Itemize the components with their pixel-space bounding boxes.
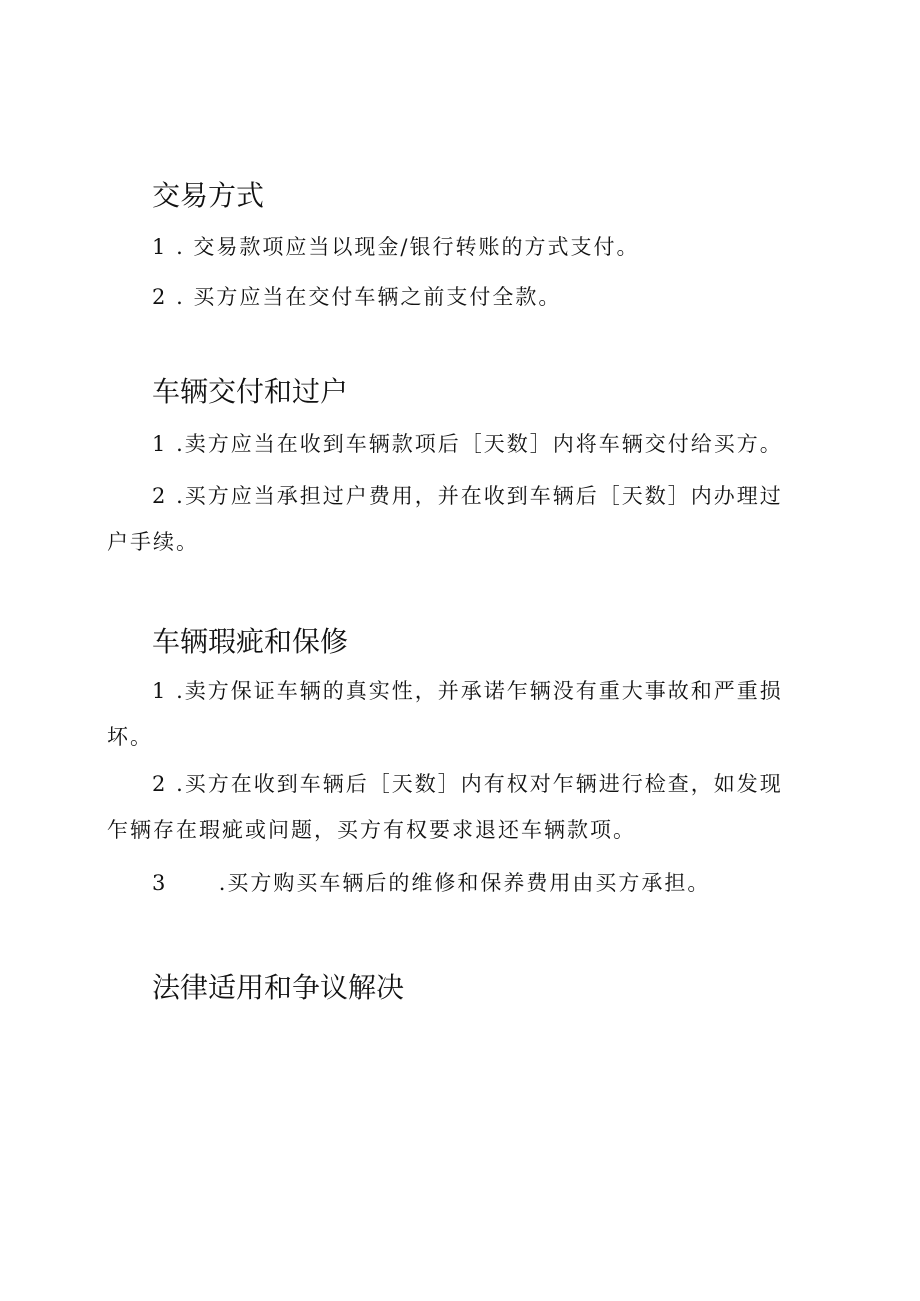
item-number: 1 (152, 679, 168, 703)
item-number: 2 (152, 484, 168, 508)
list-item (152, 224, 640, 270)
list-item (152, 274, 561, 320)
item-text: .卖方保证车辆的真实性，并承诺乍辆没有重大事故和严重损 (176, 679, 783, 703)
item-number: 1 (152, 235, 168, 259)
item-text-continuation: 户手续。 (107, 530, 199, 554)
item-text: . 买方应当在交付车辆之前支付全款。 (176, 285, 562, 309)
list-item (152, 421, 783, 467)
list-item (107, 473, 783, 565)
item-text-continuation: 坏。 (107, 725, 153, 749)
section-heading: 车辆交付和过户 (152, 375, 349, 408)
item-number: 2 (152, 772, 168, 796)
item-text: . 交易款项应当以现金/银行转账的方式支付。 (176, 235, 640, 259)
item-number: 3 (152, 871, 168, 895)
section-heading: 交易方式 (152, 179, 265, 212)
item-text-continuation: 乍辆存在瑕疵或问题，买方有权要求退还车辆款项。 (107, 818, 636, 842)
item-text: .买方应当承担过户费用，并在收到车辆后［天数］内办理过 (176, 484, 783, 508)
item-text: .买方购买车辆后的维修和保养费用由买方承担。 (218, 871, 711, 895)
item-text: .卖方应当在收到车辆款项后［天数］内将车辆交付给买方。 (176, 432, 783, 456)
item-number: 2 (152, 285, 168, 309)
list-item (152, 860, 710, 906)
list-item (107, 668, 783, 760)
item-text: .买方在收到车辆后［天数］内有权对乍辆进行检查，如发现 (176, 772, 783, 796)
item-number: 1 (152, 432, 168, 456)
section-heading: 法律适用和争议解决 (152, 971, 405, 1004)
section-heading: 车辆瑕疵和保修 (152, 625, 349, 658)
list-item (107, 761, 783, 853)
